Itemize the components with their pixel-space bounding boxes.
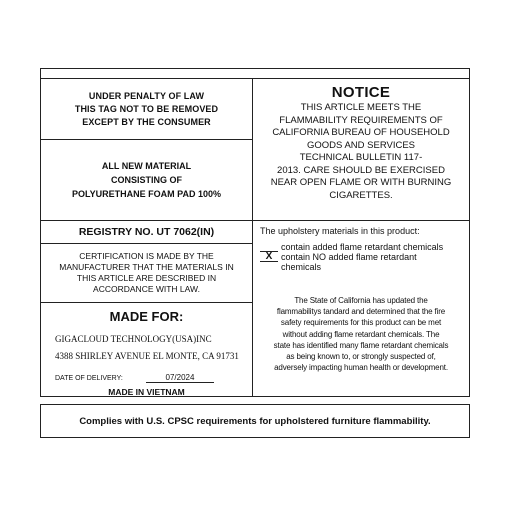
notice-line: 2013. CARE SHOULD BE EXERCISED — [277, 164, 445, 176]
notice-heading: NOTICE — [331, 84, 391, 101]
option-none-label: contain NO added flame retardant — [281, 252, 417, 262]
material-line: POLYURETHANE FOAM PAD 100% — [71, 189, 222, 199]
notice-body — [253, 102, 469, 202]
notice-line: CIGARETTES. — [329, 189, 393, 201]
notice-line: THIS ARTICLE MEETS THE — [300, 102, 422, 113]
option-none-label-wrap: chemicals — [281, 262, 322, 272]
option-none-checkbox: X — [260, 252, 278, 262]
penalty-of-law-notice — [41, 79, 252, 139]
option-added-label: contain added flame retardant chemicals — [281, 242, 444, 252]
law-label-panel — [40, 78, 470, 397]
certification-line: CERTIFICATION IS MADE BY THE — [79, 251, 214, 261]
company-name: GIGACLOUD TECHNOLOGY(USA)INC — [55, 334, 212, 344]
state-line: as being known to, or strongly suspected of, — [286, 352, 436, 362]
notice-line: TECHNICAL BULLETIN 117- — [299, 152, 423, 163]
certification-line: THIS ARTICLE ARE DESCRIBED IN — [76, 273, 217, 283]
penalty-line: UNDER PENALTY OF LAW — [88, 90, 205, 101]
state-line: adversely impacting human health or development. — [274, 363, 448, 373]
material-content — [41, 140, 252, 220]
material-line: CONSISTING OF — [110, 175, 182, 185]
notice-line: FLAMMABILITY REQUIREMENTS OF — [279, 114, 443, 126]
state-update-text — [257, 295, 465, 373]
delivery-date-value: 07/2024 — [146, 373, 214, 383]
notice-section — [253, 79, 469, 220]
state-line: safety requirements for this product can be met — [280, 318, 442, 328]
state-line: without adding flame retardant chemicals. The — [282, 329, 440, 339]
material-line: ALL NEW MATERIAL — [101, 161, 192, 171]
certification-statement — [41, 244, 252, 302]
option-added-chemicals — [260, 242, 443, 252]
made-for-heading: MADE FOR: — [109, 309, 184, 324]
delivery-date-label: DATE OF DELIVERY: — [55, 375, 123, 382]
penalty-line: EXCEPT BY THE CONSUMER — [82, 116, 211, 127]
made-for-section — [41, 303, 252, 396]
notice-line: CALIFORNIA BUREAU OF HOUSEHOLD — [272, 127, 450, 138]
country-of-origin: MADE IN VIETNAM — [108, 387, 185, 397]
certification-line: ACCORDANCE WITH LAW. — [93, 284, 200, 294]
state-line: state has identified many flame retardant chemicals — [273, 340, 449, 350]
registry-number: REGISTRY NO. UT 7062(IN) — [78, 226, 215, 238]
state-line: flammabilitys tandard and determined that the fire — [276, 307, 446, 317]
certification-line: MANUFACTURER THAT THE MATERIALS IN — [59, 262, 234, 272]
upholstery-intro: The upholstery materials in this product: — [260, 226, 420, 236]
penalty-line: THIS TAG NOT TO BE REMOVED — [74, 103, 219, 114]
cpsc-compliance-statement: Complies with U.S. CPSC requirements for upholstered furniture flammability. — [40, 404, 470, 438]
notice-line: GOODS AND SERVICES — [306, 139, 416, 151]
option-no-chemicals — [260, 252, 417, 262]
state-line: The State of California has updated the — [294, 296, 428, 305]
notice-line: NEAR OPEN FLAME OR WITH BURNING — [270, 177, 452, 188]
flame-retardant-disclosure — [253, 221, 469, 396]
company-address: 4388 SHIRLEY AVENUE EL MONTE, CA 91731 — [55, 351, 239, 361]
